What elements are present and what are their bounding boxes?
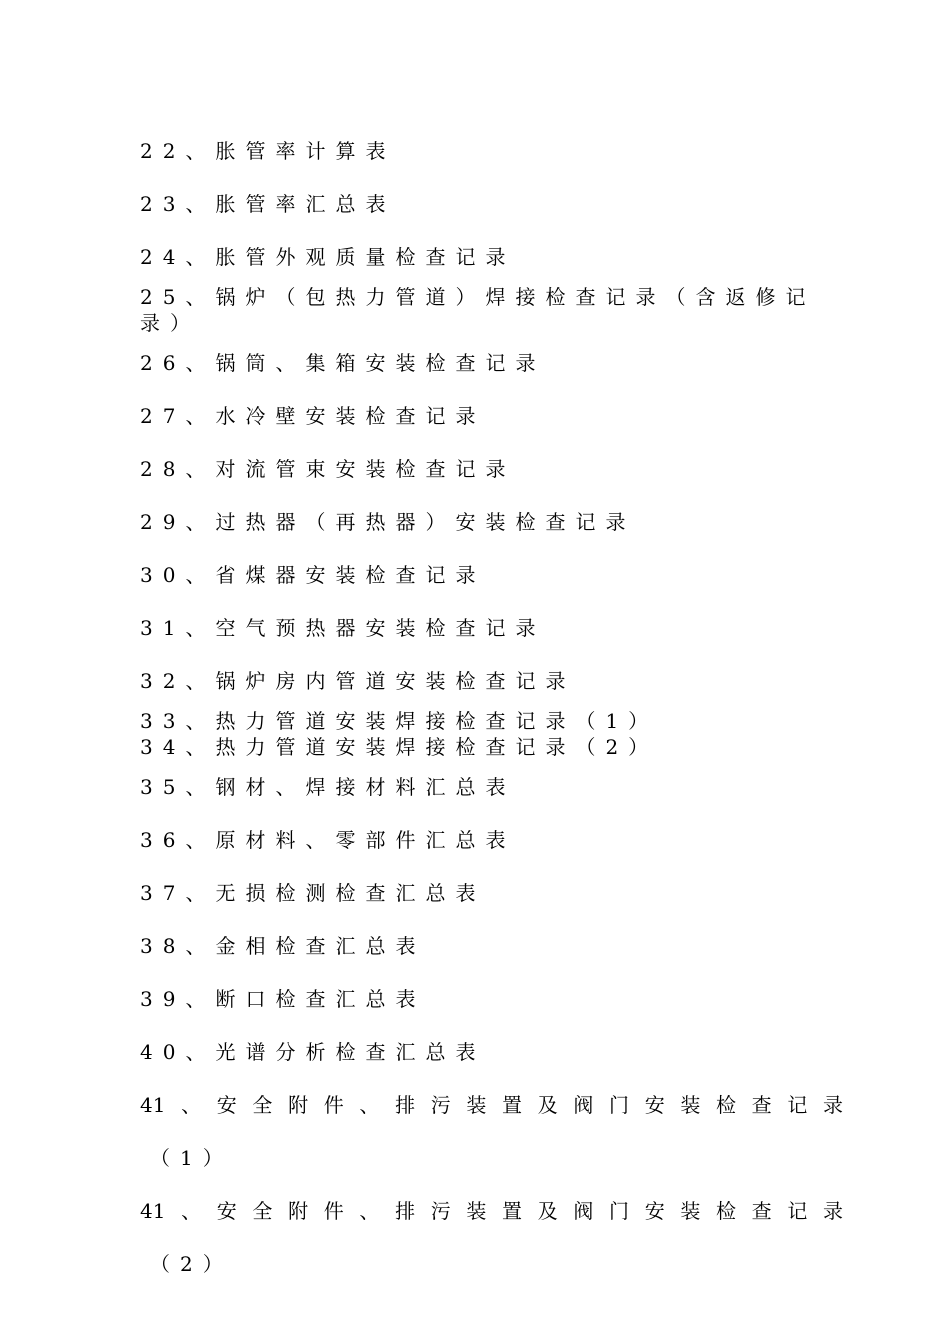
list-item: 41、安全附件、排污装置及阀门安装检查记录 bbox=[140, 1199, 843, 1223]
list-item: 27、水冷壁安装检查记录 bbox=[140, 404, 486, 428]
list-item: 38、金相检查汇总表 bbox=[140, 934, 426, 958]
list-item: 23、胀管率汇总表 bbox=[140, 192, 396, 216]
list-item: 37、无损检测检查汇总表 bbox=[140, 881, 486, 905]
list-item: 29、过热器（再热器）安装检查记录 bbox=[140, 510, 636, 534]
list-item: 40、光谱分析检查汇总表 bbox=[140, 1040, 486, 1064]
list-item: 30、省煤器安装检查记录 bbox=[140, 563, 486, 587]
list-item: 32、锅炉房内管道安装检查记录 bbox=[140, 669, 576, 693]
list-item: 34、热力管道安装焊接检查记录（2） bbox=[140, 735, 659, 759]
list-item: 28、对流管束安装检查记录 bbox=[140, 457, 516, 481]
list-item: 39、断口检查汇总表 bbox=[140, 987, 426, 1011]
list-item: 24、胀管外观质量检查记录 bbox=[140, 245, 516, 269]
list-item: 25、锅炉（包热力管道）焊接检查记录（含返修记录） bbox=[140, 285, 816, 335]
list-item-continuation: （1） bbox=[150, 1146, 233, 1170]
list-item: 41、安全附件、排污装置及阀门安装检查记录 bbox=[140, 1093, 843, 1117]
list-item: 36、原材料、零部件汇总表 bbox=[140, 828, 516, 852]
list-item: 35、钢材、焊接材料汇总表 bbox=[140, 775, 516, 799]
list-item: 31、空气预热器安装检查记录 bbox=[140, 616, 546, 640]
list-item: 33、热力管道安装焊接检查记录（1） bbox=[140, 709, 659, 733]
list-item-continuation: （2） bbox=[150, 1252, 233, 1276]
list-item: 26、锅筒、集箱安装检查记录 bbox=[140, 351, 546, 375]
list-item: 22、胀管率计算表 bbox=[140, 139, 396, 163]
